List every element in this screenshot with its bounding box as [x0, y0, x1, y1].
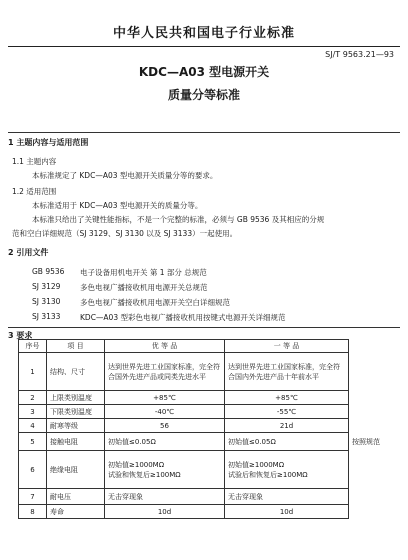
section1-heading: 1 主题内容与适用范围 — [8, 138, 89, 147]
ref-title-4: KDC—A03 型彩色电视广播接收机用按键式电源开关详细规范 — [80, 313, 286, 322]
row-item: 上限类别温度 — [47, 391, 105, 405]
row-note — [349, 451, 403, 489]
table-row — [19, 433, 403, 451]
row-note — [349, 353, 403, 391]
table-row — [19, 419, 403, 433]
row-no: 1 — [19, 353, 47, 391]
table-row — [19, 489, 403, 505]
row-no: 6 — [19, 451, 47, 489]
header-no: 序号 — [19, 340, 47, 353]
ref-title-3: 多色电视广播接收机用电源开关空白详细规范 — [80, 298, 230, 307]
document-subtitle: 质量分等标准 — [167, 88, 240, 102]
header-first: 一 等 品 — [225, 340, 349, 353]
row-no: 7 — [19, 489, 47, 505]
row-first: -55℃ — [225, 405, 349, 419]
table-header-row — [19, 340, 403, 353]
row-item: 接触电阻 — [47, 433, 105, 451]
section2-heading: 2 引用文件 — [8, 248, 49, 257]
row-note — [349, 391, 403, 405]
row-note — [349, 419, 403, 433]
standard-number: SJ/T 9563.21—93 — [325, 50, 394, 59]
s12-heading: 1.2 适用范围 — [12, 187, 57, 196]
row-excellent: 达到世界先进工业国家标准，完全符合国外先进产品或同类先进水平 — [105, 353, 225, 391]
ref-code-3: SJ 3130 — [32, 297, 61, 306]
document-title: KDC—A03 型电源开关 — [138, 65, 270, 79]
ref-title-1: 电子设备用机电开关 第 1 部分 总规范 — [80, 268, 207, 277]
row-item: 下限类别温度 — [47, 405, 105, 419]
row-first: +85℃ — [225, 391, 349, 405]
row-first: 达到世界先进工业国家标准，完全符合国内外先进产品十年前水平 — [225, 353, 349, 391]
row-first: 21d — [225, 419, 349, 433]
row-excellent: 初始值≤0.05Ω — [105, 433, 225, 451]
ref-title-2: 多色电视广播接收机用电源开关总规范 — [80, 283, 208, 292]
row-excellent: -40℃ — [105, 405, 225, 419]
table-row — [19, 505, 403, 519]
row-item: 结构、尺寸 — [47, 353, 105, 391]
table-row — [19, 451, 403, 489]
header-excellent: 优 等 品 — [105, 340, 225, 353]
row-excellent: 56 — [105, 419, 225, 433]
row-note — [349, 405, 403, 419]
row-no: 5 — [19, 433, 47, 451]
ref-code-1: GB 9536 — [32, 267, 65, 276]
row-item: 耐寒等级 — [47, 419, 105, 433]
row-no: 8 — [19, 505, 47, 519]
s11-text: 本标准规定了 KDC—A03 型电源开关质量分等的要求。 — [32, 171, 218, 180]
header-rule — [8, 46, 400, 47]
row-item: 绝缘电阻 — [47, 451, 105, 489]
s12-text-2: 本标准只给出了关键性能指标，不是一个完整的标准，必须与 GB 9536 及其相应的分规 — [32, 215, 325, 224]
row-note: 按照规范 — [349, 433, 403, 451]
note-cell — [349, 340, 403, 353]
quality-grade-table — [18, 339, 403, 519]
row-note — [349, 489, 403, 505]
row-excellent: +85℃ — [105, 391, 225, 405]
s12-text-1: 本标准适用于 KDC—A03 型电源开关的质量分等。 — [32, 201, 203, 210]
title-divider — [8, 132, 400, 133]
row-no: 2 — [19, 391, 47, 405]
row-first: 初始值≤0.05Ω — [225, 433, 349, 451]
row-excellent: 无击穿现象 — [105, 489, 225, 505]
row-note — [349, 505, 403, 519]
header-item: 项 目 — [47, 340, 105, 353]
row-first: 10d — [225, 505, 349, 519]
table-row — [19, 391, 403, 405]
row-item: 寿命 — [47, 505, 105, 519]
standard-org-title: 中华人民共和国电子行业标准 — [112, 26, 295, 41]
row-first: 无击穿现象 — [225, 489, 349, 505]
row-no: 4 — [19, 419, 47, 433]
row-item: 耐电压 — [47, 489, 105, 505]
section-divider — [8, 327, 400, 328]
s12-text-3: 范和空白详细规范（SJ 3129、SJ 3130 以及 SJ 3133）一起使用。 — [12, 229, 238, 238]
row-first: 初始值≥1000MΩ 试验后和恢复后≥100MΩ — [225, 451, 349, 489]
row-excellent: 初始值≥1000MΩ 试验和恢复后≥100MΩ — [105, 451, 225, 489]
section3-heading: 3 要求 — [8, 331, 33, 340]
s11-heading: 1.1 主题内容 — [12, 157, 57, 166]
ref-code-2: SJ 3129 — [32, 282, 61, 291]
row-excellent: 10d — [105, 505, 225, 519]
ref-code-4: SJ 3133 — [32, 312, 61, 321]
table-row — [19, 405, 403, 419]
row-no: 3 — [19, 405, 47, 419]
table-row — [19, 353, 403, 391]
